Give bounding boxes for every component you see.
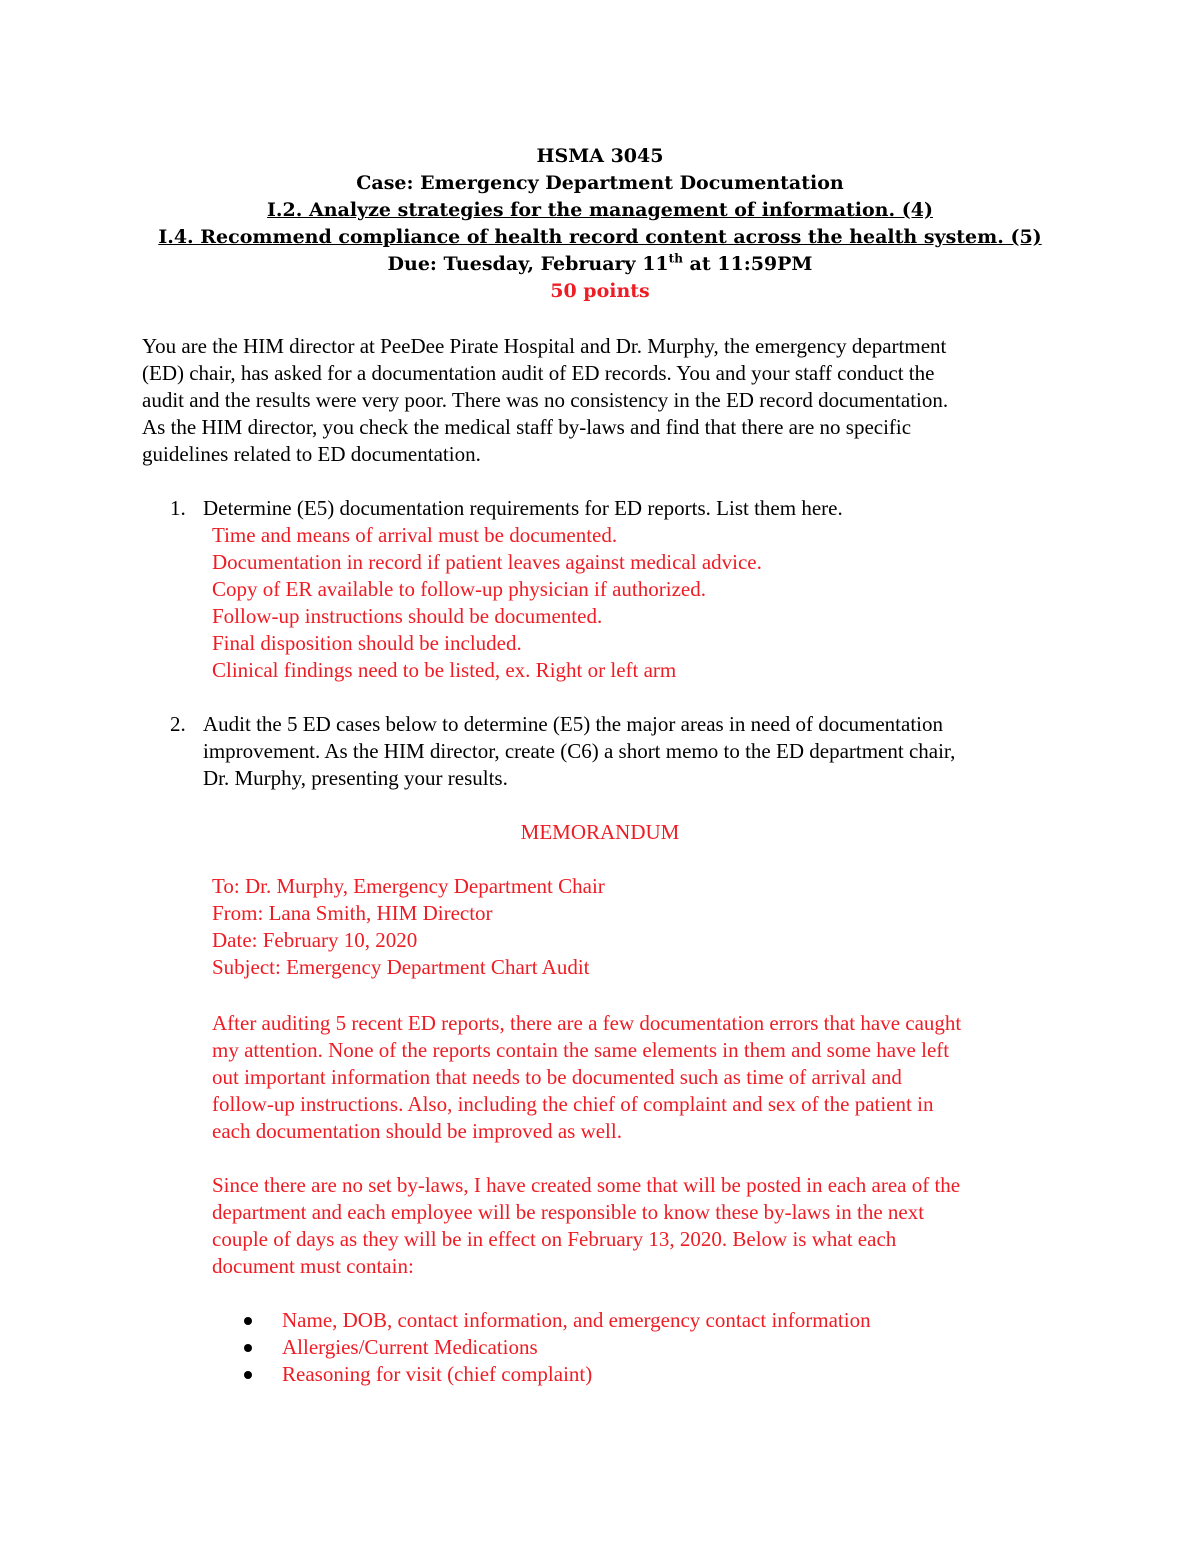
question-2-line: improvement. As the HIM director, create (C6) a short memo to the ED department chair, bbox=[203, 739, 956, 763]
answer-item: Final disposition should be included. bbox=[212, 631, 522, 655]
bullet-item bbox=[244, 1307, 871, 1334]
memo-from: From: Lana Smith, HIM Director bbox=[212, 901, 493, 925]
case-title: Case: Emergency Department Documentation bbox=[356, 172, 844, 194]
memo-paragraph-2 bbox=[212, 1172, 960, 1280]
memo-bullet-list bbox=[244, 1307, 871, 1388]
intro-paragraph bbox=[142, 333, 948, 468]
memo-line: follow-up instructions. Also, including the chief of complaint and sex of the patient in bbox=[212, 1092, 934, 1116]
memo-header bbox=[212, 873, 605, 981]
due-date bbox=[0, 251, 1200, 278]
question-1-text: Determine (E5) documentation requirements for ED reports. List them here. bbox=[203, 496, 843, 520]
answer-item: Follow-up instructions should be documented. bbox=[212, 604, 603, 628]
question-2-line: Audit the 5 ED cases below to determine (E5) the major areas in need of documentation bbox=[203, 712, 944, 736]
question-2-number: 2. bbox=[170, 712, 186, 736]
answer-item: Copy of ER available to follow-up physician if authorized. bbox=[212, 577, 706, 601]
intro-line: You are the HIM director at PeeDee Pirate Hospital and Dr. Murphy, the emergency department bbox=[142, 334, 947, 358]
answer-item: Time and means of arrival must be documented. bbox=[212, 523, 618, 547]
intro-line: As the HIM director, you check the medical staff by-laws and find that there are no specific bbox=[142, 415, 912, 439]
objective-1: I.2. Analyze strategies for the management of information. (4) bbox=[267, 199, 933, 221]
objective-2: I.4. Recommend compliance of health record content across the health system. (5) bbox=[158, 226, 1042, 248]
points-value: 50 points bbox=[550, 280, 650, 302]
question-2-line: Dr. Murphy, presenting your results. bbox=[203, 766, 508, 790]
answer-item: Clinical findings need to be listed, ex. Right or left arm bbox=[212, 658, 677, 682]
memo-line: couple of days as they will be in effect on February 13, 2020. Below is what each bbox=[212, 1227, 897, 1251]
question-1-number: 1. bbox=[170, 496, 186, 520]
bullet-text: Reasoning for visit (chief complaint) bbox=[282, 1362, 593, 1386]
memo-line: out important information that needs to be documented such as time of arrival and bbox=[212, 1065, 902, 1089]
memo-line: document must contain: bbox=[212, 1254, 414, 1278]
memo-title: MEMORANDUM bbox=[520, 820, 680, 844]
bullet-dot-icon bbox=[244, 1317, 252, 1325]
intro-line: audit and the results were very poor. There was no consistency in the ED record documentation. bbox=[142, 388, 949, 412]
memo-line: department and each employee will be responsible to know these by-laws in the next bbox=[212, 1200, 925, 1224]
bullet-item bbox=[244, 1361, 871, 1388]
memo-line: Since there are no set by-laws, I have created some that will be posted in each area of the bbox=[212, 1173, 961, 1197]
memo-line: each documentation should be improved as well. bbox=[212, 1119, 622, 1143]
answer-item: Documentation in record if patient leaves against medical advice. bbox=[212, 550, 762, 574]
memo-line: my attention. None of the reports contain the same elements in them and some have left bbox=[212, 1038, 950, 1062]
bullet-dot-icon bbox=[244, 1344, 252, 1352]
question-2-text bbox=[203, 711, 955, 792]
memo-line: After auditing 5 recent ED reports, there are a few documentation errors that have caught bbox=[212, 1011, 962, 1035]
memo-subject: Subject: Emergency Department Chart Audit bbox=[212, 955, 590, 979]
due-superscript: th bbox=[668, 251, 683, 266]
memo-date: Date: February 10, 2020 bbox=[212, 928, 418, 952]
course-code: HSMA 3045 bbox=[536, 145, 664, 167]
bullet-dot-icon bbox=[244, 1371, 252, 1379]
bullet-item bbox=[244, 1334, 871, 1361]
due-prefix: Due: Tuesday, February 11 bbox=[387, 253, 669, 275]
question-1-answers bbox=[212, 522, 762, 684]
bullet-text: Name, DOB, contact information, and emergency contact information bbox=[282, 1308, 871, 1332]
bullet-text: Allergies/Current Medications bbox=[282, 1335, 538, 1359]
memo-paragraph-1 bbox=[212, 1010, 961, 1145]
memo-to: To: Dr. Murphy, Emergency Department Chair bbox=[212, 874, 605, 898]
assignment-header bbox=[0, 143, 1200, 305]
intro-line: guidelines related to ED documentation. bbox=[142, 442, 481, 466]
intro-line: (ED) chair, has asked for a documentation audit of ED records. You and your staff conduct the bbox=[142, 361, 935, 385]
due-suffix: at 11:59PM bbox=[682, 253, 813, 275]
